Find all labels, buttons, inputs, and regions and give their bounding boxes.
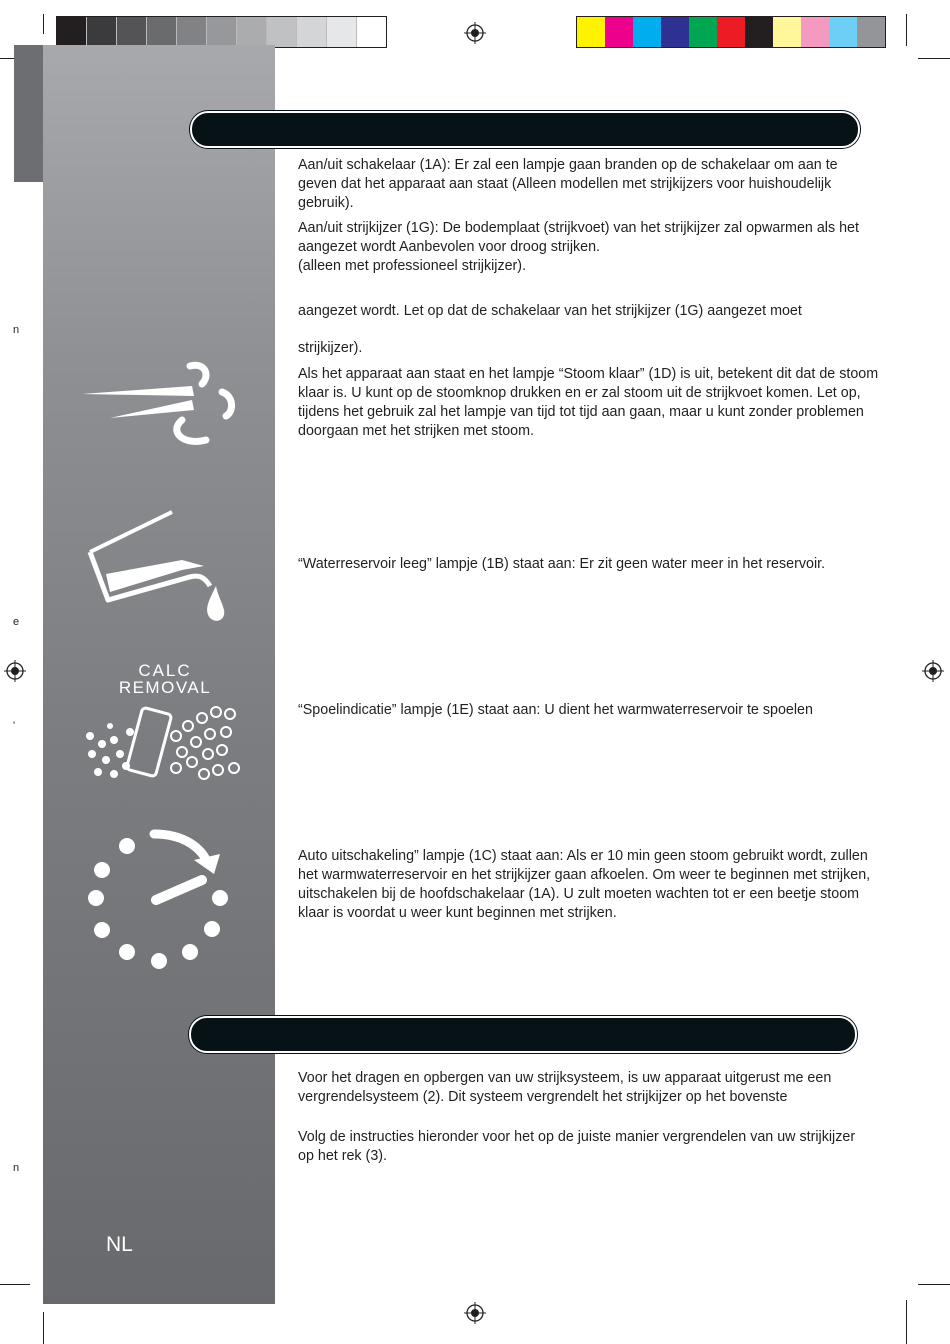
edge-mark: n (13, 1162, 20, 1174)
section-header-bar (190, 111, 860, 148)
color-swatch (605, 17, 633, 47)
color-swatch (689, 17, 717, 47)
grey-swatch (357, 17, 386, 47)
paragraph: strijkijzer). (298, 340, 363, 356)
paragraph: Auto uitschakeling” lampje (1C) staat aan: Als er 10 min geen stoom gebruikt wordt, zullen het warmwaterreservoir en het strijkijzer gaan afkoelen. Om weer te beginnen met strijken, uitschakelen bij de hoofdschakelaar (1A). U zult moeten wachten tot er een beetje stoom klaar is voordat u weer kunt beginnen met strijken. (298, 848, 871, 921)
color-swatch (745, 17, 773, 47)
registration-mark-icon (4, 660, 26, 682)
paragraph: aangezet wordt. Let op dat de schakelaar van het strijkijzer (1G) aangezet moet (298, 303, 802, 319)
grey-swatch (87, 17, 117, 47)
color-swatch (717, 17, 745, 47)
paragraph: Aan/uit schakelaar (1A): Er zal een lampje gaan branden op de schakelaar om aan te geven dat het apparaat aan staat (Alleen modellen met strijkijzers voor huishoudelijk gebruik). (298, 157, 838, 211)
water-tank-empty-icon (86, 508, 236, 628)
calc-particles-icon (80, 696, 250, 780)
calc-removal-label-line1: CALC (138, 661, 192, 680)
grey-swatch (267, 17, 297, 47)
grey-swatch (207, 17, 237, 47)
paragraph: (alleen met professioneel strijkijzer). (298, 258, 527, 274)
color-swatch (661, 17, 689, 47)
calc-removal-icon (80, 662, 250, 785)
grey-swatch (237, 17, 267, 47)
paragraph: Als het apparaat aan staat en het lampje “Stoom klaar” (1D) is uit, betekent dit dat de stoom klaar is. U kunt op de stoomknop drukken en er zal stoom uit de strijkvoet komen. Let op, tijdens het gebruik zal het lampje van tijd tot tijd aan gaan, maar u kunt zonder problemen doorgaan met het strijken met stoom. (298, 366, 879, 439)
section-header-bar (189, 1016, 857, 1053)
auto-off-timer-icon (84, 826, 234, 972)
color-swatch (773, 17, 801, 47)
color-swatch (801, 17, 829, 47)
crop-mark (918, 1284, 950, 1285)
crop-mark (43, 14, 44, 34)
registration-mark-icon (922, 660, 944, 682)
language-code: NL (106, 1233, 133, 1256)
steam-icon (80, 360, 244, 450)
color-swatch (829, 17, 857, 47)
crop-mark (906, 14, 907, 46)
paragraph: Voor het dragen en opbergen van uw strijksysteem, is uw apparaat uitgerust me een vergrendelsysteem (2). Dit systeem vergrendelt het strijkijzer op het bovenste (298, 1070, 832, 1105)
grey-swatch (147, 17, 177, 47)
paragraph: Aan/uit strijkijzer (1G): De bodemplaat (strijkvoet) van het strijkijzer zal opwarmen als het aangezet wordt Aanbevolen voor droog strijken. (298, 220, 859, 255)
registration-mark-icon (464, 1302, 486, 1324)
paragraph: “Spoelindicatie” lampje (1E) staat aan: U dient het warmwaterreservoir te spoelen (298, 702, 813, 718)
edge-mark: n (13, 324, 20, 336)
color-swatch (577, 17, 605, 47)
grey-swatch (297, 17, 327, 47)
crop-mark (43, 1312, 44, 1344)
paragraph: “Waterreservoir leeg” lampje (1B) staat aan: Er zit geen water meer in het reservoir. (298, 556, 826, 572)
greyscale-calibration-bar (56, 16, 387, 48)
grey-swatch (327, 17, 357, 47)
edge-mark: e (13, 616, 20, 628)
crop-mark (906, 1300, 907, 1344)
calc-removal-label-line2: REMOVAL (118, 678, 212, 697)
color-swatch (633, 17, 661, 47)
color-swatch (857, 17, 885, 47)
crop-mark (0, 1284, 30, 1285)
registration-mark-icon (464, 22, 486, 44)
side-tab (14, 45, 43, 182)
paragraph: Volg de instructies hieronder voor het op de juiste manier vergrendelen van uw strijkijzer op het rek (3). (298, 1129, 856, 1164)
color-calibration-bar (576, 16, 886, 48)
grey-swatch (117, 17, 147, 47)
grey-swatch (177, 17, 207, 47)
grey-swatch (57, 17, 87, 47)
crop-mark (918, 58, 950, 59)
edge-mark: ' (13, 720, 16, 732)
